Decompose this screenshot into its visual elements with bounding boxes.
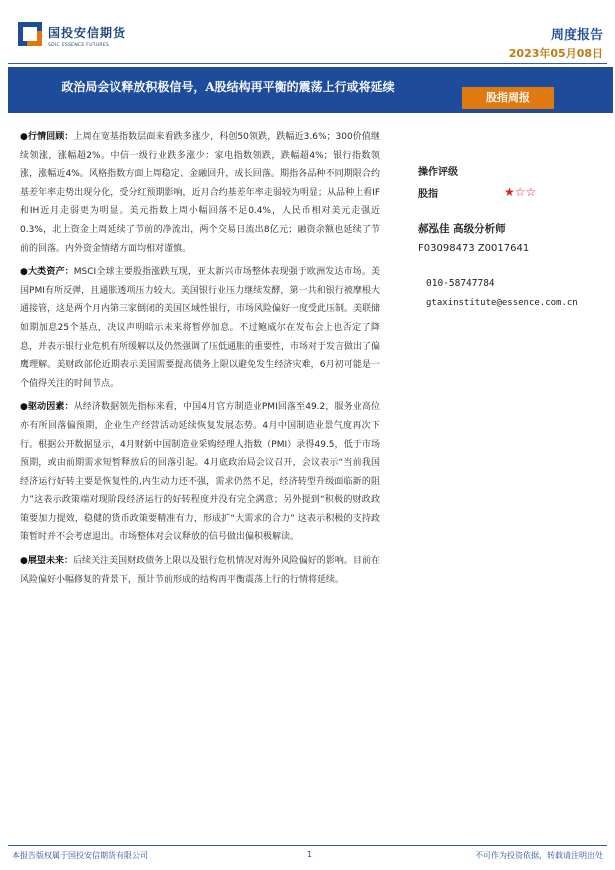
rating-stars (504, 185, 536, 199)
footer-copyright: 本报告版权属于国投安信期货有限公司 (12, 851, 148, 860)
analyst-licenses: F03098473 Z0017641 (418, 243, 530, 254)
company-name-cn: 国投安信期货 (48, 26, 127, 40)
footer-disclaimer: 不可作为投资依据，转载请注明出处 (475, 851, 603, 860)
paragraph-text: MSCI全球主要股指涨跌互现，亚太新兴市场整体表现强于欧洲发达市场。美国PMI有所反弹，且通胀透项压力较大。美国银行业压力继续发酵，第一共和银行被摩根大通接管，这是两个月内第三家倒闭的美国区域性银行，市场风险偏好一度受此压制。美联储如期加息25个基点，决议声明暗示未来将暂停加息。不过鲍威尔在发布会上也否定了降息，并表示银行业危机有所缓解以及仍然强调了压低通胀的重要性，市场对于发言做出了偏鹰理解。美财政部伦近期表示美国需要提高债务上限以避免发生经济灾难，6月初可能是一个值得关注的时间节点。 (20, 267, 381, 389)
paragraph-drivers (20, 398, 380, 547)
rating-title: 操作评级 (418, 167, 458, 178)
paragraph-outlook (20, 552, 380, 589)
paragraph-asset-classes (20, 263, 380, 393)
paragraph-text: 上周在宽基指数层面来看跌多涨少，科创50领跌，跌幅近3.6%；300价值继续领涨，涨幅超2%。中信一级行业跌多涨少：家电指数领跌，跌幅超4%；银行指数领涨，涨幅近4%。风格指数方面上周稳定、金融回升，成长回落。期指各品种不同期限合约基差年率走势出现分化，受分红预期影响，近月合约基差年率走弱较为明显；从品种上看IF和IH近月走弱更为明显。美元指数上周小幅回落不足0.4%，人民币相对美元走强近0.3%，北上资金上周延续了节前的净流出，两个交易日流出8亿元；融资余额也延续了节前的回落。内外资金情绪方面均相对谨慎。 (20, 132, 380, 254)
company-name-en: SDIC ESSENCE FUTURES (48, 43, 110, 48)
company-logo-text (48, 24, 126, 48)
star-filled-icon: ★ (504, 185, 515, 199)
analyst-name: 郝泓佳 高级分析师 (418, 223, 506, 235)
report-date: 2023年05月08日 (508, 47, 603, 60)
section-tag: 股指周报 (462, 87, 554, 109)
paragraph-heading: ●行情回顾： (20, 132, 74, 142)
contact-phone: 010-58747784 (426, 278, 495, 289)
star-empty-icon: ☆☆ (514, 185, 537, 199)
paragraph-heading: ●大类资产： (20, 267, 74, 278)
paragraph-text: 从经济数据领先指标来看，中国4月官方制造业PMI回落至49.2，服务业高位亦有所回落偏预期，企业生产经营活动延续恢复发展态势。4月中国制造业景气度再次下行。根据公开数据显示，4月财新中国制造业采购经理人指数（PMI）录得49.5，低于市场预期，或由前期需求短暂释放后的回落引起。4月底政治局会议召开，会议表示“当前我国经济运行好转主要是恢复性的,内生动力还不强，需求仍然不足，经济转型升级面临新的阻力”这表示政策端对现阶段经济运行的好转程度并没有完全满意；另外提到“积极的财政政策要加力提效，稳健的货币政策要精准有力，形成扩“大需求的合力” 这表示积极的支持政策暂时并不会考虑退出。市场整体对会议释放的信号做出偏积极解读。 (20, 402, 380, 543)
main-text-column (20, 128, 380, 594)
footer-divider (8, 845, 607, 846)
paragraph-text: 后续关注美国财政债务上限以及银行危机情况对海外风险偏好的影响。目前在风险偏好小幅修复的背景下，预计节前形成的结构再平衡震荡上行的行情将延续。 (20, 556, 380, 585)
contact-email[interactable]: gtaxinstitute@essence.com.cn (426, 298, 578, 308)
header-divider (8, 63, 607, 64)
report-type: 周度报告 (550, 28, 603, 43)
rating-item: 股指 (418, 189, 438, 200)
paragraph-heading: ●驱动因素： (20, 402, 74, 413)
page-number: 1 (307, 850, 313, 859)
report-title: 政治局会议释放积极信号，A股结构再平衡的震荡上行或将延续 (61, 80, 395, 94)
paragraph-market-review (20, 128, 380, 258)
paragraph-heading: ●展望未来： (20, 556, 74, 567)
company-logo-icon (18, 22, 42, 46)
